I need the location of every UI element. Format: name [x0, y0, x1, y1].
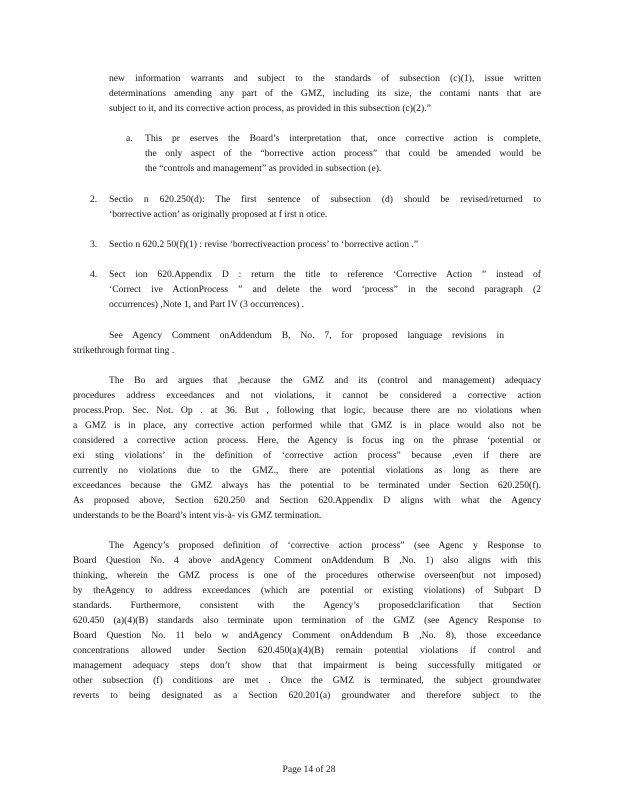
text-line: ‘Correct ive ActionProcess ” and delete the word ‘process” in the second paragraph (2 — [109, 284, 541, 295]
text-line: As proposed above, Section 620.250 and Section 620.Appendix D aligns with what the Agency — [73, 495, 541, 506]
text-line: subject to it, and its corrective action process, as provided in this subsection (c)(2).” — [109, 103, 431, 114]
text-line: ‘borrective action’ as originally proposed at f irst n otice. — [109, 209, 328, 220]
text-line: Sectio n 620.250(d): The first sentence of subsection (d) should be revised/returned to — [109, 194, 541, 205]
text-line: a GMZ is in place, any corrective action performed while that GMZ is in place would also not be — [73, 420, 541, 431]
text-line: Sectio n 620.2 50(f)(1) : revise ‘borrectiveaction process’ to ‘borrective action .” — [109, 239, 419, 250]
text-line: understands to be the Board’s intent vis-à- vis GMZ termination. — [73, 510, 322, 521]
text-line: standards. Furthermore, consistent with the Agency’s proposedclarification that Section — [73, 600, 541, 611]
text-line: considered a corrective action process. Here, the Agency is focus ing on the phrase ‘potential or — [73, 435, 541, 446]
text-line: thinking, wherein the GMZ process is one of the procedures otherwise overseen(but not imposed) — [73, 570, 541, 581]
list-marker: 3. — [90, 239, 98, 250]
page-number: Page 14 of 28 — [282, 764, 336, 775]
text-line: exceedances because the GMZ always has the potential to be terminated under Section 620.250(f). — [73, 480, 541, 491]
list-marker: a. — [126, 133, 133, 144]
text-line: new information warrants and subject to the standards of subsection (c)(1), issue written — [109, 73, 541, 84]
text-line: concentrations allowed under Section 620.450(a)(4)(B) remain potential violations if control and — [73, 645, 541, 656]
text-line: Board Question No. 4 above andAgency Comment onAddendum B ,No. 1) also aligns with this — [73, 555, 541, 566]
text-line: This pr eserves the Board’s interpretation that, once corrective action is complete, — [145, 133, 541, 144]
text-line: The Bo ard argues that ,because the GMZ and its (control and management) adequacy — [109, 375, 541, 386]
text-line: other subsection (f) conditions are met . Once the GMZ is terminated, the subject groundwater — [73, 675, 541, 686]
text-line: process.Prop. Sec. Not. Op . at 36. But , following that logic, because there are no violations when — [73, 405, 541, 416]
text-line: currently no violations due to the GMZ., there are potential violations as long as there are — [73, 465, 541, 476]
text-line: Board Question No. 11 belo w andAgency Comment onAddendum B ,No. 8), those exceedance — [73, 630, 541, 641]
text-line: the “controls and management” as provided in subsection (e). — [145, 163, 382, 174]
list-marker: 4. — [90, 269, 98, 280]
text-line: 620.450 (a)(4)(B) standards also terminate upon termination of the GMZ (see Agency Response to — [73, 615, 541, 626]
text-line: by theAgency to address exceedances (which are potential or existing violations) of Subpart D — [73, 585, 541, 596]
text-line: procedures address exceedances and not violations, it cannot be considered a corrective action — [73, 390, 541, 401]
list-marker: 2. — [90, 194, 98, 205]
text-line: exi sting violations’ in the definition of ‘corrective action process” because ,even if there are — [73, 450, 541, 461]
text-line: Sect ion 620.Appendix D : return the title to reference ‘Corrective Action ” instead of — [109, 269, 541, 280]
text-line: strikethrough format ting . — [73, 345, 175, 356]
text-line: occurrences) ,Note 1, and Part IV (3 occurrences) . — [109, 299, 305, 310]
text-line: management adequacy steps don’t show that that impairment is being successfully mitigated or — [73, 660, 541, 671]
text-line: reverts to being designated as a Section 620.201(a) groundwater and therefore subject to the — [73, 690, 541, 701]
text-line: The Agency’s proposed definition of ‘corrective action process” (see Agenc y Response to — [109, 540, 541, 551]
text-line: determinations amending any part of the GMZ, including its size, the contami nants that are — [109, 88, 541, 99]
text-line: See Agency Comment onAddendum B, No. 7, for proposed language revisions in — [109, 330, 504, 341]
text-line: the only aspect of the “borrective action process” that could be amended would be — [145, 148, 541, 159]
